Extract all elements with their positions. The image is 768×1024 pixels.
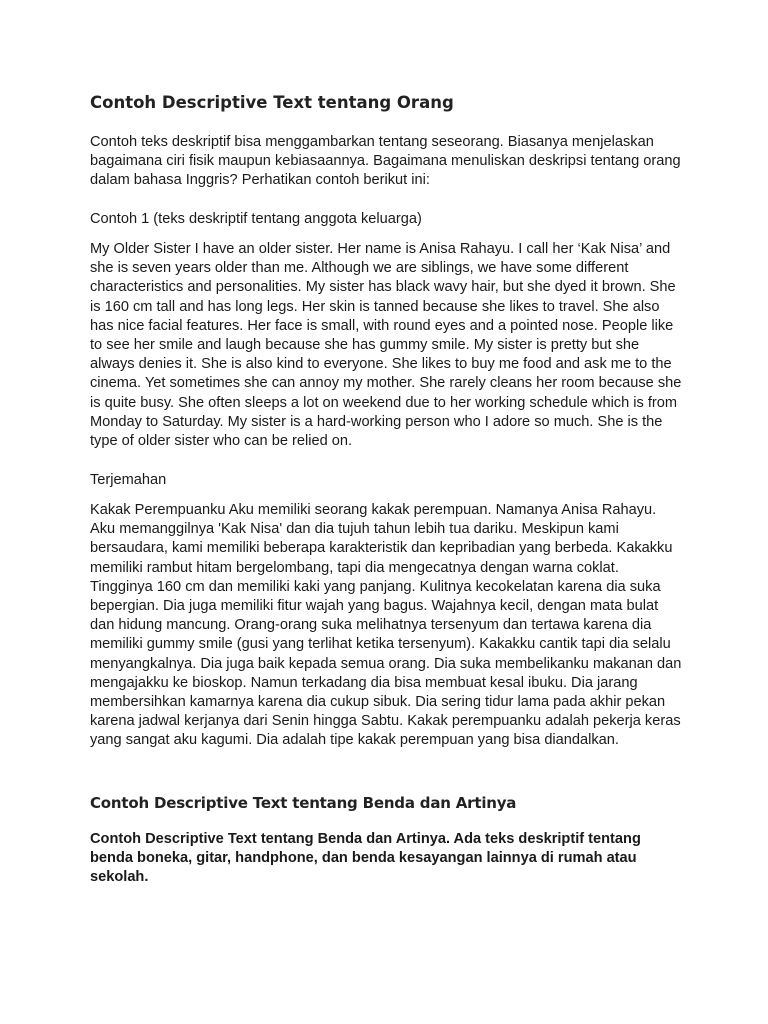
intro-paragraph: Contoh teks deskriptif bisa menggambarkan tentang seseorang. Biasanya menjelaskan bagaimana ciri fisik maupun kebiasaannya. Bagaimana menuliskan deskripsi tentang orang dalam bahasa Inggris? Perhatikan contoh berikut ini: bbox=[90, 134, 681, 189]
example-1-label: Contoh 1 (teks deskriptif tentang anggota keluarga) bbox=[90, 211, 422, 227]
translation-text: Kakak Perempuanku Aku memiliki seorang kakak perempuan. Namanya Anisa Rahayu. Aku memanggilnya 'Kak Nisa' dan dia tujuh tahun lebih tua dariku. Meskipun kami bersaudara, kami memiliki beberapa karakteristik dan kepribadian yang berbeda. Kakakku memiliki rambut hitam bergelombang, tapi dia mengecatnya dengan warna coklat. Tingginya 160 cm dan memiliki kaki yang panjang. Kulitnya kecokelatan karena dia suka bepergian. Dia juga memiliki fitur wajah yang bagus. Wajahnya kecil, dengan mata bulat dan hidung mancung. Orang-orang suka melihatnya tersenyum dan tertawa karena dia memiliki gummy smile (gusi yang terlihat ketika tersenyum). Kakakku cantik tapi dia selalu menyangkalnya. Dia juga baik kepada semua orang. Dia suka membelikanku makanan dan mengajakku ke bioskop. Namun terkadang dia bisa membuat kesal ibuku. Dia jarang membersihkan kamarnya karena dia cukup sibuk. Dia sering tidur lama pada akhir pekan karena jadwal kerjanya dari Senin hingga Sabtu. Kakak perempuanku adalah pekerja keras yang sangat aku kagumi. Dia adalah tipe kakak perempuan yang bisa diandalkan. bbox=[90, 502, 682, 749]
page-title: Contoh Descriptive Text tentang Orang bbox=[90, 93, 454, 112]
section-2-intro: Contoh Descriptive Text tentang Benda dan Artinya. Ada teks deskriptif tentang benda boneka, gitar, handphone, dan benda kesayangan lainnya di rumah atau sekolah. bbox=[90, 831, 641, 886]
section-2-heading: Contoh Descriptive Text tentang Benda dan Artinya bbox=[90, 794, 517, 812]
example-1-text: My Older Sister I have an older sister. Her name is Anisa Rahayu. I call her ‘Kak Nisa’ and she is seven years older than me. Although we are siblings, we have some different characteristics and personalities. My sister has black wavy hair, but she dyed it brown. She is 160 cm tall and has long legs. Her skin is tanned because she likes to travel. She also has nice facial features. Her face is small, with round eyes and a pointed nose. People like to see her smile and laugh because she has gummy smile. My sister is pretty but she always denies it. She is also kind to everyone. She likes to buy me food and ask me to the cinema. Yet sometimes she can annoy my mother. She rarely cleans her room because she is quite busy. She often sleeps a lot on weekend due to her working schedule which is from Monday to Saturday. My sister is a hard-working person who I adore so much. She is the type of older sister who can be relied on. bbox=[90, 241, 682, 450]
translation-label: Terjemahan bbox=[90, 472, 167, 488]
